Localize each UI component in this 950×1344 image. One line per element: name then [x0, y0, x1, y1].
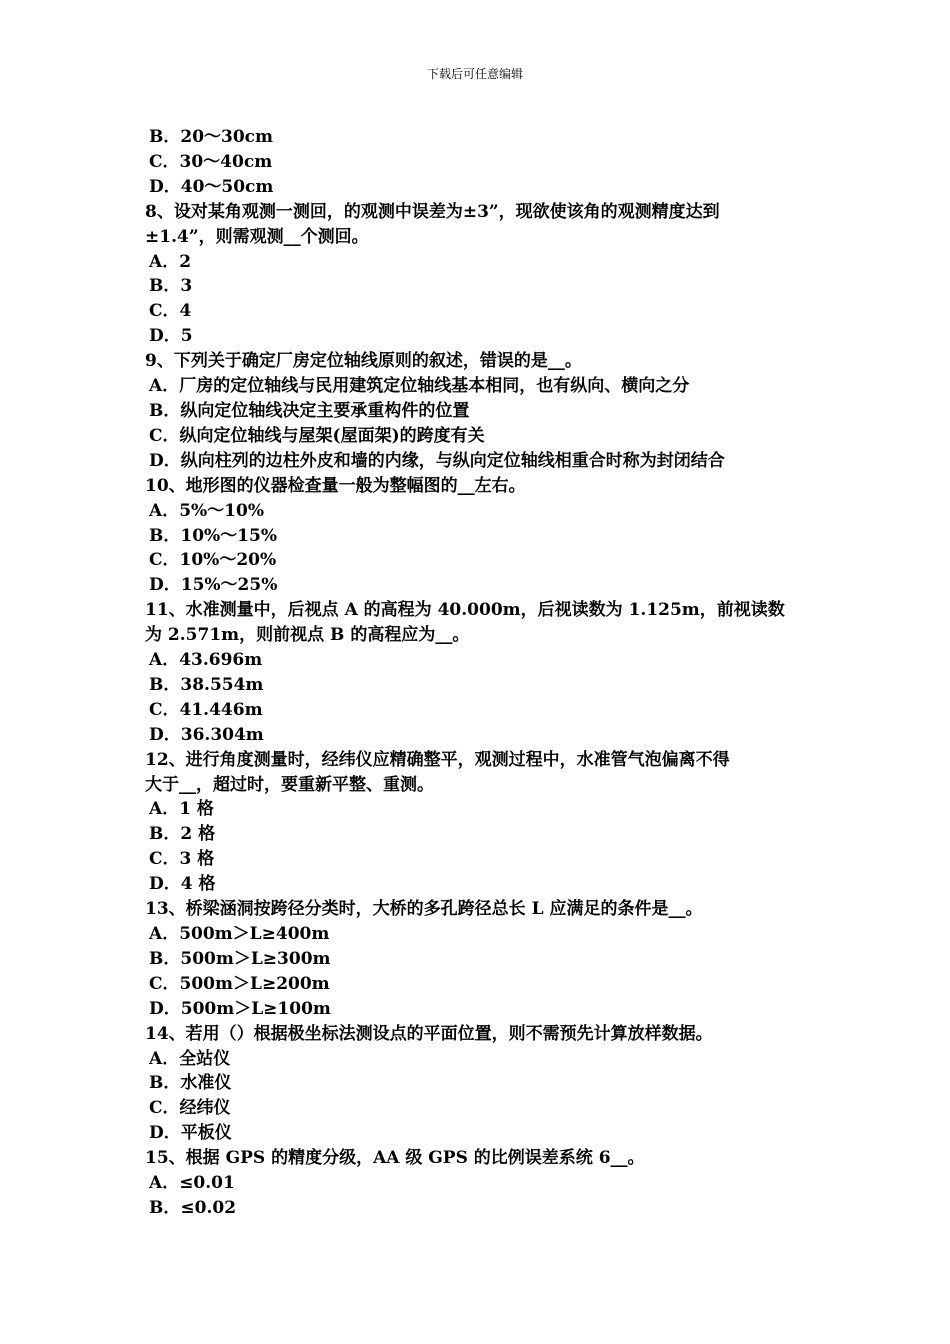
answer-option: B．3 — [149, 276, 193, 297]
answer-option: A．厂房的定位轴线与民用建筑定位轴线基本相同，也有纵向、横向之分 — [149, 376, 690, 397]
question-text: 12、进行角度测量时，经纬仪应精确整平，观测过程中，水准管气泡偏离不得 — [145, 749, 730, 770]
answer-option: C．纵向定位轴线与屋架(屋面架)的跨度有关 — [149, 425, 485, 446]
question-text: 大于__，超过时，要重新平整、重测。 — [145, 774, 434, 795]
answer-option: B．500m＞L≥300m — [149, 948, 331, 969]
answer-option: A．43.696m — [149, 650, 263, 671]
answer-option: B．38.554m — [149, 674, 264, 695]
answer-option: D．500m＞L≥100m — [149, 998, 331, 1019]
answer-option: D．40～50cm — [149, 176, 274, 197]
question-text: 8、设对某角观测一测回，的观测中误差为±3”，现欲使该角的观测精度达到 — [145, 201, 720, 222]
answer-option: A．500m＞L≥400m — [149, 924, 330, 944]
page-header: 下载后可任意编辑 — [426, 67, 523, 81]
answer-option: B．10%～15% — [149, 525, 277, 546]
question-text: 10、地形图的仪器检查量一般为整幅图的__左右。 — [145, 475, 526, 496]
answer-option: C．30～40cm — [149, 151, 273, 172]
answer-option: A．5%～10% — [149, 500, 264, 521]
answer-option: B．水准仪 — [149, 1073, 232, 1094]
question-text: 11、水准测量中，后视点 A 的高程为 40.000m，后视读数为 1.125m，前视读数 — [145, 600, 785, 621]
answer-option: D．4 格 — [149, 874, 216, 895]
answer-option: C．10%～20% — [149, 550, 277, 571]
answer-option: B．20～30cm — [149, 127, 274, 147]
question-text: 9、下列关于确定厂房定位轴线原则的叙述，错误的是__。 — [145, 351, 582, 372]
answer-option: C．3 格 — [149, 849, 215, 870]
question-text: ±1.4”，则需观测__个测回。 — [145, 226, 369, 247]
answer-option: A．2 — [149, 251, 192, 272]
answer-option: A．≤0.01 — [149, 1173, 235, 1194]
answer-option: D．平板仪 — [149, 1123, 232, 1144]
answer-option: B．2 格 — [149, 824, 216, 845]
answer-option: D．36.304m — [149, 724, 264, 745]
answer-option: D．5 — [149, 326, 193, 347]
answer-option: C．500m＞L≥200m — [149, 973, 330, 994]
answer-option: C．4 — [149, 301, 192, 322]
question-text: 14、若用（）根据极坐标法测设点的平面位置，则不需预先计算放样数据。 — [145, 1023, 713, 1044]
question-text: 为 2.571m，则前视点 B 的高程应为__。 — [145, 625, 470, 646]
answer-option: C．41.446m — [149, 699, 263, 720]
question-list — [145, 125, 815, 1221]
question-text: 13、桥梁涵洞按跨径分类时，大桥的多孔跨径总长 L 应满足的条件是__。 — [145, 899, 703, 920]
answer-option: A．全站仪 — [149, 1048, 231, 1069]
answer-option: B．纵向定位轴线决定主要承重构件的位置 — [149, 400, 470, 421]
answer-option: C．经纬仪 — [149, 1098, 231, 1119]
answer-option: B．≤0.02 — [149, 1197, 237, 1218]
answer-option: D．纵向柱列的边柱外皮和墙的内缘，与纵向定位轴线相重合时称为封闭结合 — [149, 450, 725, 471]
question-text: 15、根据 GPS 的精度分级，AA 级 GPS 的比例误差系统 6__。 — [145, 1148, 645, 1169]
answer-option: D．15%～25% — [149, 575, 278, 596]
answer-option: A．1 格 — [149, 799, 214, 820]
